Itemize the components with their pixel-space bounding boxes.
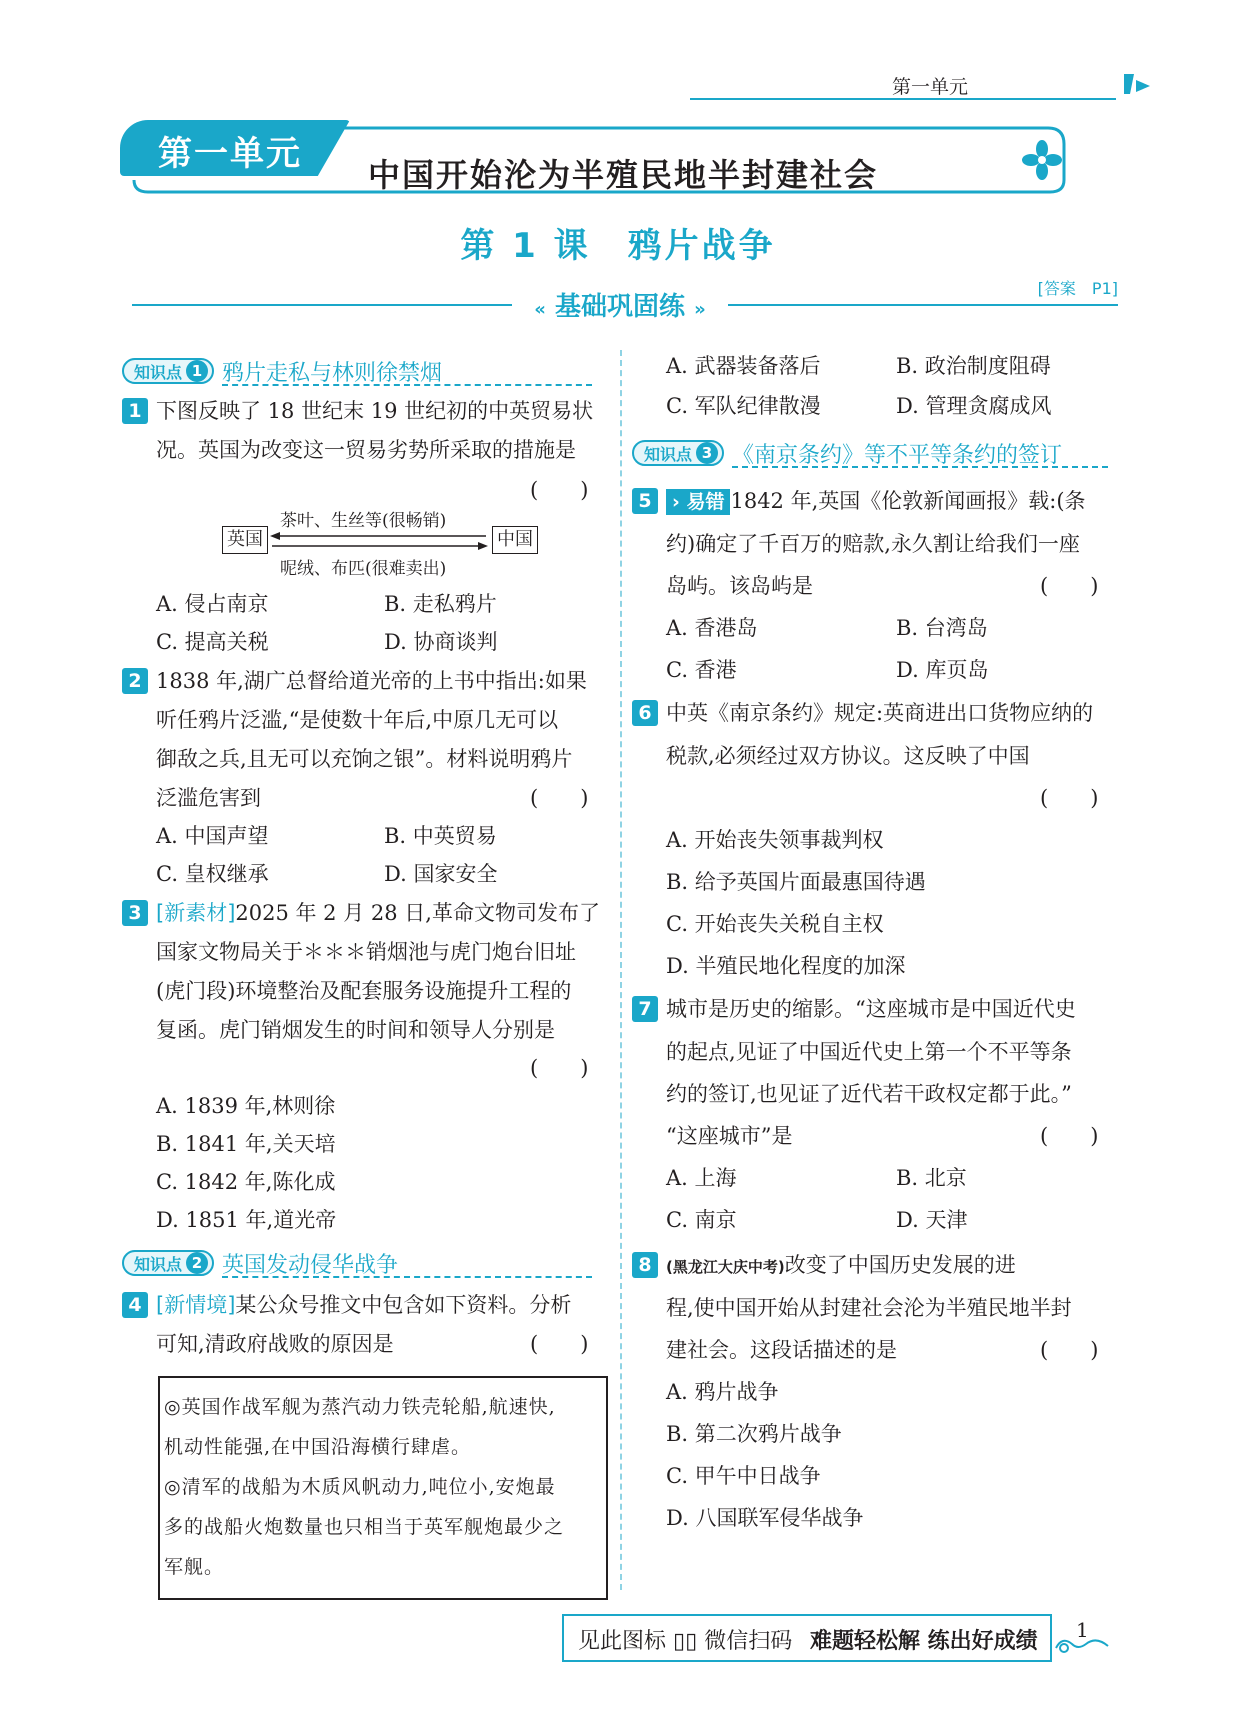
knowledge-point-title: 鸦片走私与林则徐禁烟 (222, 360, 443, 386)
answer-reference: [答案 P1] (1037, 279, 1118, 298)
question-text-line: 御敌之兵,且无可以充饷之银”。材料说明鸦片 (156, 747, 573, 771)
trade-import-label: 呢绒、布匹(很难卖出) (280, 559, 447, 579)
answer-blank[interactable]: ( ) (1040, 574, 1099, 598)
question-number: 3 (122, 900, 148, 926)
column-divider (620, 350, 622, 1590)
question-text-line: 国家文物局关于＊＊＊销烟池与虎门炮台旧址 (156, 940, 576, 964)
option-d[interactable]: D. 协商谈判 (384, 630, 498, 654)
answer-blank[interactable]: ( ) (530, 1332, 589, 1356)
material-line: 军舰。 (164, 1556, 225, 1578)
question-text-line: 约)确定了千百万的赔款,永久割让给我们一座 (666, 532, 1080, 556)
question-text-line: (虎门段)环境整治及配套服务设施提升工程的 (156, 979, 572, 1003)
option-a[interactable]: A. 武器装备落后 (666, 354, 821, 378)
option-c[interactable]: C. 皇权继承 (156, 862, 269, 886)
knowledge-point-title: 《南京条约》等不平等条约的签订 (732, 442, 1063, 468)
option-d[interactable]: D. 1851 年,道光帝 (156, 1208, 337, 1232)
option-a[interactable]: A. 香港岛 (666, 616, 758, 640)
new-situation-tag: [新情境] (156, 1293, 236, 1317)
kp-underline (732, 466, 1108, 468)
option-c[interactable]: C. 提高关税 (156, 630, 269, 654)
question-text-line: 泛滥危害到 (156, 786, 261, 810)
question-text-line: 程,使中国开始从封建社会沦为半殖民地半封 (666, 1296, 1072, 1320)
knowledge-point-badge: 知识点 3 (632, 440, 724, 466)
new-material-tag: [新素材] (156, 901, 236, 925)
trade-arrows (270, 528, 488, 554)
lesson-title: 第 1 课 鸦片战争 (460, 226, 776, 266)
option-b[interactable]: B. 给予英国片面最惠国待遇 (666, 870, 926, 894)
answer-blank[interactable]: ( ) (530, 1056, 589, 1080)
option-b[interactable]: B. 政治制度阻碍 (896, 354, 1051, 378)
question-number: 4 (122, 1292, 148, 1318)
section-rule-left (132, 304, 512, 306)
option-c[interactable]: C. 1842 年,陈化成 (156, 1170, 336, 1194)
answer-blank[interactable]: ( ) (530, 786, 589, 810)
knowledge-point-3-header (632, 436, 1062, 470)
knowledge-point-badge: 知识点 2 (122, 1250, 214, 1276)
unit-title: 中国开始沦为半殖民地半封建社会 (368, 156, 879, 194)
question-text-line: [新情境]某公众号推文中包含如下资料。分析 (156, 1293, 572, 1317)
option-a[interactable]: A. 上海 (666, 1166, 737, 1190)
knowledge-point-2-header (122, 1246, 398, 1280)
trade-export-label: 茶叶、生丝等(很畅销) (280, 511, 447, 531)
question-text-line: 税款,必须经过双方协议。这反映了中国 (666, 744, 1030, 768)
kp-underline (222, 1276, 592, 1278)
answer-blank[interactable]: ( ) (1040, 1124, 1099, 1148)
option-d[interactable]: D. 八国联军侵华战争 (666, 1506, 864, 1530)
section-rule-right (728, 304, 1118, 306)
option-c[interactable]: C. 香港 (666, 658, 737, 682)
option-b[interactable]: B. 1841 年,关天培 (156, 1132, 336, 1156)
question-text-line: 况。英国为改变这一贸易劣势所采取的措施是 (156, 438, 576, 462)
knowledge-point-title: 英国发动侵华战争 (222, 1252, 399, 1278)
question-text-line: 下图反映了 18 世纪末 19 世纪初的中英贸易状 (156, 399, 594, 423)
option-b[interactable]: B. 第二次鸦片战争 (666, 1422, 842, 1446)
option-d[interactable]: D. 管理贪腐成风 (896, 394, 1052, 418)
option-d[interactable]: D. 库页岛 (896, 658, 989, 682)
option-a[interactable]: A. 鸦片战争 (666, 1380, 779, 1404)
option-d[interactable]: D. 半殖民地化程度的加深 (666, 954, 906, 978)
answer-blank[interactable]: ( ) (1040, 1338, 1099, 1362)
question-text-line: 复函。虎门销烟发生的时间和领导人分别是 (156, 1018, 555, 1042)
question-text-line: › 易错 1842 年,英国《伦敦新闻画报》载:(条 (666, 487, 1086, 515)
question-text-line: [新素材]2025 年 2 月 28 日,革命文物司发布了 (156, 901, 600, 925)
answer-blank[interactable]: ( ) (530, 478, 589, 502)
question-text-line: 城市是历史的缩影。“这座城市是中国近代史 (666, 997, 1076, 1021)
brand-logo-icon (1120, 70, 1152, 98)
answer-blank[interactable]: ( ) (1040, 786, 1099, 810)
material-line: 机动性能强,在中国沿海横行肆虐。 (164, 1436, 472, 1458)
option-b[interactable]: B. 中英贸易 (384, 824, 497, 848)
footer-scan-text: 见此图标 ▯▯ 微信扫码 (578, 1629, 793, 1654)
option-c[interactable]: C. 南京 (666, 1208, 737, 1232)
option-c[interactable]: C. 开始丧失关税自主权 (666, 912, 884, 936)
option-d[interactable]: D. 国家安全 (384, 862, 498, 886)
option-b[interactable]: B. 北京 (896, 1166, 967, 1190)
question-number: 5 (632, 488, 658, 514)
question-number: 2 (122, 668, 148, 694)
question-text-line: 可知,清政府战败的原因是 (156, 1332, 394, 1356)
footer-slogan: 难题轻松解 练出好成绩 (810, 1629, 1038, 1654)
question-text-line: 听任鸦片泛滥,“是使数十年后,中原几无可以 (156, 708, 559, 732)
question-text-line: 中英《南京条约》规定:英商进出口货物应纳的 (666, 701, 1094, 725)
question-text-line: 建社会。这段话描述的是 (666, 1338, 897, 1362)
material-line: ◎清军的战船为木质风帆动力,吨位小,安炮最 (164, 1476, 556, 1498)
question-text-line: 约的签订,也见证了近代若干政权定都于此。” (666, 1082, 1072, 1106)
question-number: 6 (632, 700, 658, 726)
question-text-line: (黑龙江大庆中考)改变了中国历史发展的进 (666, 1253, 1016, 1277)
option-a[interactable]: A. 侵占南京 (156, 592, 269, 616)
option-b[interactable]: B. 走私鸦片 (384, 592, 497, 616)
option-c[interactable]: C. 甲午中日战争 (666, 1464, 821, 1488)
question-number: 8 (632, 1252, 658, 1278)
option-d[interactable]: D. 天津 (896, 1208, 968, 1232)
material-line: 多的战船火炮数量也只相当于英军舰炮最少之 (164, 1516, 565, 1538)
kp-underline (222, 384, 592, 386)
double-chevron-left-icon: « (534, 299, 546, 320)
question-text-line: 的起点,见证了中国近代史上第一个不平等条 (666, 1040, 1072, 1064)
running-head: 第一单元 (891, 76, 968, 98)
unit-tag-text: 第一单元 (158, 134, 302, 174)
option-a[interactable]: A. 1839 年,林则徐 (156, 1094, 336, 1118)
flower-ornament-icon (1022, 140, 1062, 180)
knowledge-point-1-header (122, 354, 442, 388)
page-number: 1 (1076, 1618, 1089, 1642)
question-number: 7 (632, 996, 658, 1022)
option-a[interactable]: A. 开始丧失领事裁判权 (666, 828, 884, 852)
error-prone-tag: › 易错 (666, 489, 730, 515)
option-b[interactable]: B. 台湾岛 (896, 616, 988, 640)
question-text-line: 岛屿。该岛屿是 (666, 574, 813, 598)
trade-country-china: 中国 (492, 526, 538, 554)
option-a[interactable]: A. 中国声望 (156, 824, 269, 848)
header-rule (690, 98, 1116, 100)
question-number: 1 (122, 398, 148, 424)
trade-country-britain: 英国 (222, 526, 268, 554)
double-chevron-right-icon: » (694, 299, 706, 320)
section-title: « 基础巩固练 » (534, 292, 706, 322)
material-line: ◎英国作战军舰为蒸汽动力铁壳轮船,航速快, (164, 1396, 556, 1418)
exam-source-tag: (黑龙江大庆中考) (666, 1258, 785, 1276)
option-c[interactable]: C. 军队纪律散漫 (666, 394, 821, 418)
question-text-line: 1838 年,湖广总督给道光帝的上书中指出:如果 (156, 669, 587, 693)
question-text-line: “这座城市”是 (666, 1124, 793, 1148)
knowledge-point-badge: 知识点 1 (122, 358, 214, 384)
